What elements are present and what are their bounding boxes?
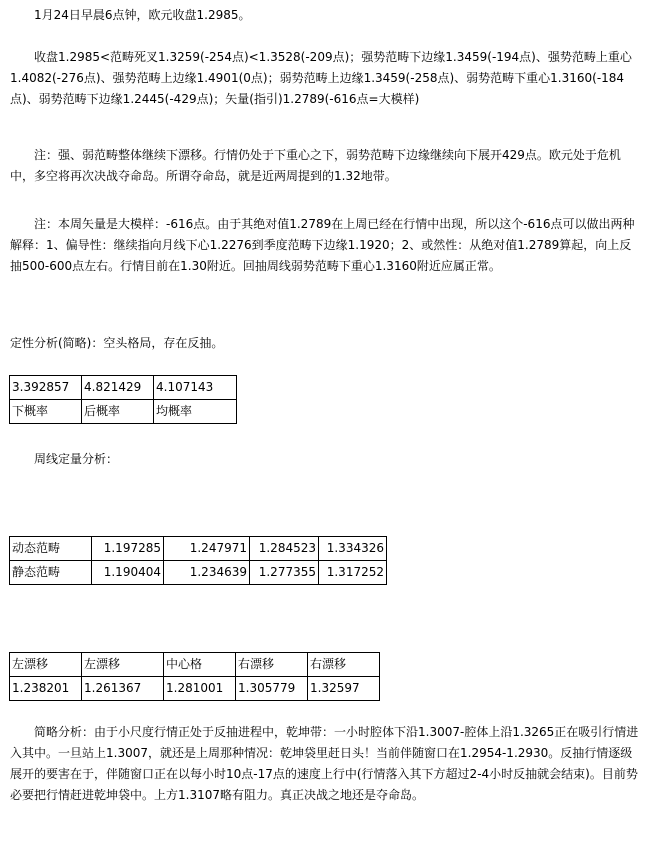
closing-levels-paragraph: 收盘1.2985<范畴死叉1.3259(-254点)<1.3528(-209点)；强势范畴下边缘1.3459(-194点)、强势范畴上重心1.4082(-276点)、强势范畴上边缘1.4901(0点)；弱势范畴上边缘1.3459(-258点)、弱势范畴下重心1.3160(-184点)、弱势范畴下边缘1.2445(-429点)；矢量(指引)1.2789(-616点=大模样) xyxy=(10,50,632,106)
weekly-quant-heading: 周线定量分析： xyxy=(34,452,119,466)
table-row xyxy=(10,561,387,585)
table-cell: 1.32597 xyxy=(308,677,380,701)
table-cell: 1.247971 xyxy=(164,537,250,561)
table-cell: 1.284523 xyxy=(250,537,319,561)
table-cell: 1.190404 xyxy=(92,561,164,585)
table-cell: 左漂移 xyxy=(82,653,164,677)
table-cell: 静态范畴 xyxy=(10,561,92,585)
range-table xyxy=(9,536,387,585)
table-cell: 下概率 xyxy=(10,400,82,424)
table-cell: 动态范畴 xyxy=(10,537,92,561)
table-row xyxy=(10,653,380,677)
table-cell: 1.281001 xyxy=(164,677,236,701)
table-cell: 1.261367 xyxy=(82,677,164,701)
table-cell: 右漂移 xyxy=(236,653,308,677)
intro-paragraph: 1月24日早晨6点钟，欧元收盘1.2985。 xyxy=(34,8,251,22)
brief-analysis-paragraph: 简略分析：由于小尺度行情正处于反抽进程中，乾坤带：一小时腔体下沿1.3007-腔体上沿1.3265正在吸引行情进入其中。一旦站上1.3007，就还是上周那种情况：乾坤袋里赶日头！当前伴随窗口在1.2954-1.2930。反抽行情逐级展开的要害在于，伴随窗口正在以每小时10点-17点的速度上行中(行情落入其下方超过2-4小时反抽就会结束)。目前势必要把行情赶进乾坤袋中。上方1.3107略有阻力。真正决战之地还是夺命岛。 xyxy=(10,725,639,802)
qualitative-analysis-text: 定性分析(简略)：空头格局，存在反抽。 xyxy=(10,336,224,350)
table-cell: 4.821429 xyxy=(82,376,154,400)
table-cell: 1.334326 xyxy=(319,537,387,561)
table-cell: 中心格 xyxy=(164,653,236,677)
table-cell: 后概率 xyxy=(82,400,154,424)
table-row xyxy=(10,537,387,561)
table-cell: 1.234639 xyxy=(164,561,250,585)
table-row xyxy=(10,400,237,424)
drift-table xyxy=(9,652,380,701)
table-cell: 1.305779 xyxy=(236,677,308,701)
table-cell: 1.197285 xyxy=(92,537,164,561)
table-cell: 均概率 xyxy=(154,400,237,424)
note-vector-paragraph: 注：本周矢量是大模样：-616点。由于其绝对值1.2789在上周已经在行情中出现，所以这个-616点可以做出两种解释：1、偏导性：继续指向月线下心1.2276到季度范畴下边缘1.1920；2、或然性：从绝对值1.2789算起，向上反抽500-600点左右。行情目前在1.30附近。回抽周线弱势范畴下重心1.3160附近应属正常。 xyxy=(10,217,635,273)
table-cell: 3.392857 xyxy=(10,376,82,400)
table-cell: 1.277355 xyxy=(250,561,319,585)
table-cell: 4.107143 xyxy=(154,376,237,400)
table-cell: 1.238201 xyxy=(10,677,82,701)
table-cell: 左漂移 xyxy=(10,653,82,677)
table-row xyxy=(10,376,237,400)
table-cell: 1.317252 xyxy=(319,561,387,585)
table-row xyxy=(10,677,380,701)
note-drift-paragraph: 注：强、弱范畴整体继续下漂移。行情仍处于下重心之下，弱势范畴下边缘继续向下展开429点。欧元处于危机中，多空将再次决战夺命岛。所谓夺命岛，就是近两周提到的1.32地带。 xyxy=(10,148,621,183)
table-cell: 右漂移 xyxy=(308,653,380,677)
probability-table xyxy=(9,375,237,424)
